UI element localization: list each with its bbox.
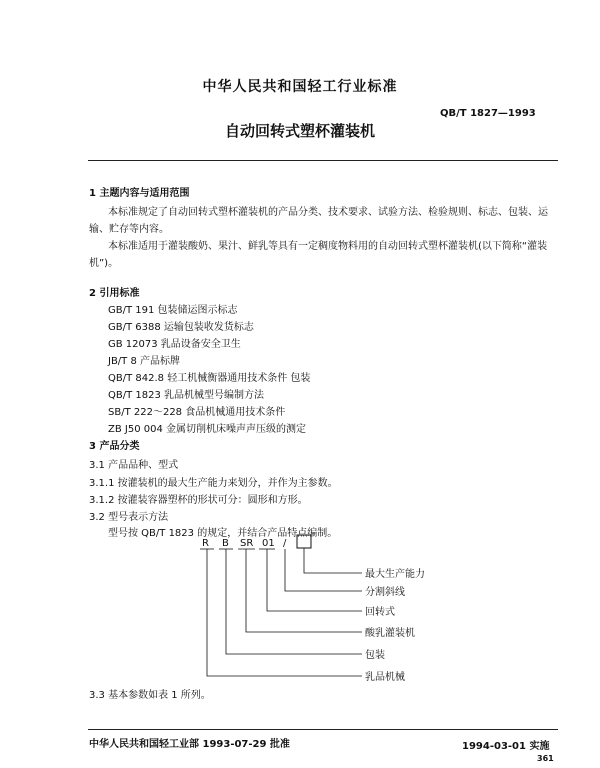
header-rule [88,160,558,161]
clause-3-1: 3.1 产品品种、型式 [89,460,179,471]
clause-3-2: 3.2 型号表示方法 [89,512,169,523]
reference-item: QB/T 842.8 轻工机械衡器通用技术条件 包装 [108,373,311,384]
label-packaging: 包装 [365,650,385,661]
clause-3-1-1: 3.1.1 按灌装机的最大生产能力来划分，并作为主参数。 [89,478,338,489]
clause-3-1-2: 3.1.2 按灌装容器塑杯的形状可分：圆形和方形。 [89,495,308,506]
reference-item: SB/T 222～228 食品机械通用技术条件 [108,407,286,418]
section1-heading: 1 主题内容与适用范围 [89,188,190,199]
code-01: 01 [262,538,275,549]
label-slash: 分割斜线 [365,587,405,598]
reference-item: GB/T 191 包装储运图示标志 [108,305,238,316]
clause-3-2-text: 型号按 QB/T 1823 的规定，并结合产品特点编制。 [108,528,338,539]
issuer-line: 中华人民共和国轻工业部 1993-07-29 批准 [89,739,290,750]
label-max-capacity: 最大生产能力 [365,569,425,580]
code-r: R [202,538,209,549]
reference-item: GB/T 6388 运输包装收发货标志 [108,322,254,333]
page-number: 361 [537,754,554,763]
reference-item: GB 12073 乳品设备安全卫生 [108,339,241,350]
footer-rule [88,729,558,730]
code-b: B [222,538,229,549]
label-yogurt-filler: 酸乳灌装机 [365,628,415,639]
code-slash: / [283,538,287,549]
reference-item: JB/T 8 产品标牌 [108,356,181,367]
section1-para1: 本标准规定了自动回转式塑杯灌装机的产品分类、技术要求、试验方法、检验规则、标志、包装、运输、贮存等内容。 [89,207,548,235]
doc-code: QB/T 1827—1993 [440,108,536,119]
reference-item: ZB J50 004 金属切削机床噪声声压级的测定 [108,424,307,435]
label-dairy-machinery: 乳品机械 [365,672,405,683]
code-sr: SR [240,538,254,549]
effective-date: 1994-03-01 实施 [462,741,550,752]
org-title: 中华人民共和国轻工行业标准 [202,79,398,95]
clause-3-3: 3.3 基本参数如表 1 所列。 [89,690,211,701]
reference-item: QB/T 1823 乳品机械型号编制方法 [108,390,265,401]
section2-heading: 2 引用标准 [89,288,140,299]
doc-title: 自动回转式塑杯灌装机 [224,122,375,140]
section3-heading: 3 产品分类 [89,441,140,452]
section1-para2: 本标准适用于灌装酸奶、果汁、鲜乳等具有一定稠度物料用的自动回转式塑杯灌装机(以下简称“灌装机”)。 [89,241,548,269]
label-rotary: 回转式 [365,607,395,618]
